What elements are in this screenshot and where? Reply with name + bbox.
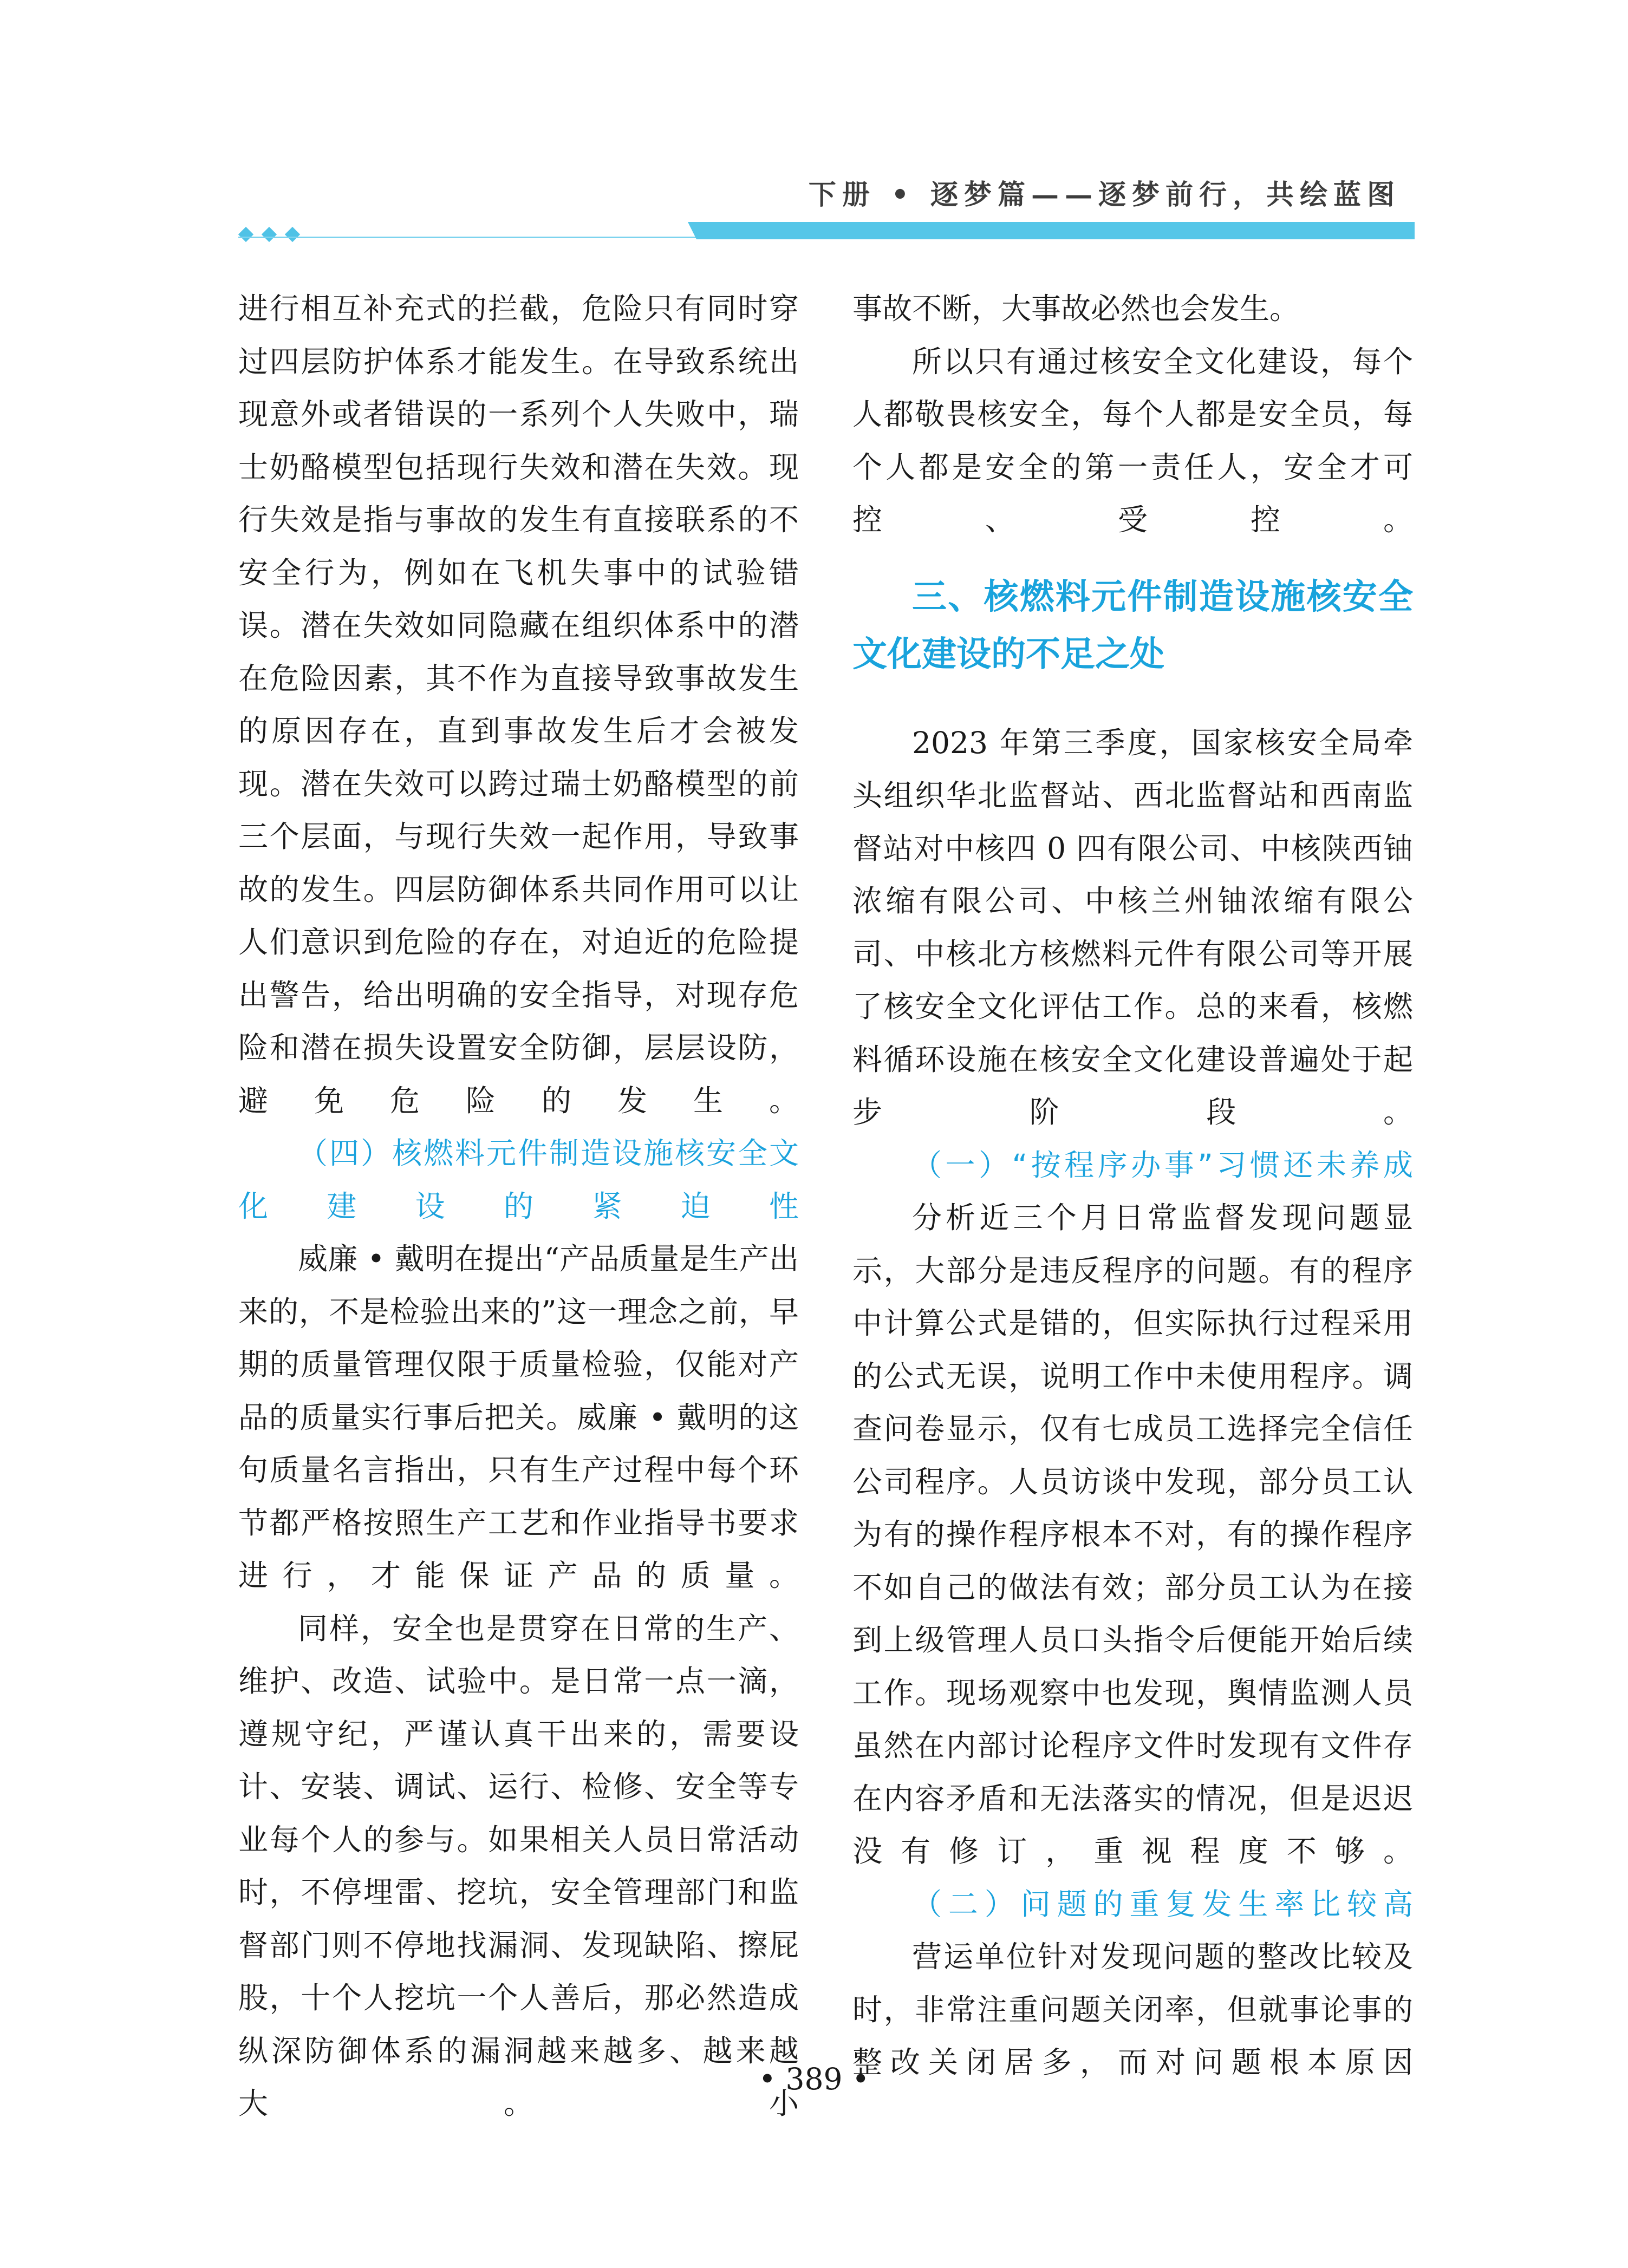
- subsection-heading: （一）“按程序办事”习惯还未养成: [912, 1147, 1413, 1182]
- paragraph: 分析近三个月日常监督发现问题显示，大部分是违反程序的问题。有的程序中计算公式是错的，但实际执行过程采用的公式无误，说明工作中未使用程序。调查问卷显示，仅有七成员工选择完全信任公司程序。人员访谈中发现，部分员工认为有的操作程序根本不对，有的操作程序不如自己的做法有效；部分员工认为在接到上级管理人员口头指令后便能开始后续工作。现场观察中也发现，舆情监测人员虽然在内部讨论程序文件时发现有文件存在内容矛盾和无法落实的情况，但是迟迟没有修订，重视程度不够。: [852, 1200, 1413, 1868]
- paragraph: 所以只有通过核安全文化建设，每个人都敬畏核安全，每个人都是安全员，每个人都是安全的第一责任人，安全才可控、受控。: [852, 344, 1413, 537]
- page-number: • 389 •: [758, 2062, 870, 2096]
- running-header: 下册 • 逐梦篇——逐梦前行，共绘蓝图: [808, 179, 1401, 211]
- paragraph: 进行相互补充式的拦截，危险只有同时穿过四层防护体系才能发生。在导致系统出现意外或者错误的一系列个人失败中，瑞士奶酪模型包括现行失效和潜在失效。现行失效是指与事故的发生有直接联系的不安全行为，例如在飞机失事中的试验错误。潜在失效如同隐藏在组织体系中的潜在危险因素，其不作为直接导致事故发生的原因存在，直到事故发生后才会被发现。潜在失效可以跨过瑞士奶酪模型的前三个层面，与现行失效一起作用，导致事故的发生。四层防御体系共同作用可以让人们意识到危险的存在，对迫近的危险提出警告，给出明确的安全指导，对现存危险和潜在损失设置安全防御，层层设防，避免危险的发生。: [238, 291, 799, 1118]
- paragraph: 2023 年第三季度，国家核安全局牵头组织华北监督站、西北监督站和西南监督站对中核四 0 四有限公司、中核陕西铀浓缩有限公司、中核兰州铀浓缩有限公司、中核北方核燃料元件有限公司等开展了核安全文化评估工作。总的来看，核燃料循环设施在核安全文化建设普遍处于起步阶段。: [852, 725, 1413, 1129]
- left-column: [238, 283, 799, 2130]
- diamond-ornament-icon: [285, 227, 300, 242]
- subsection-heading: （四）核燃料元件制造设施核安全文化建设的紧迫性: [238, 1136, 799, 1224]
- section-title: 三、核燃料元件制造设施核安全文化建设的不足之处: [852, 577, 1413, 675]
- paragraph: 营运单位针对发现问题的整改比较及时，非常注重问题关闭率，但就事论事的整改关闭居多，而对问题根本原因: [852, 1939, 1413, 2080]
- diamond-ornament-icon: [238, 227, 253, 242]
- diamond-ornament-icon: [262, 227, 277, 242]
- right-column: [852, 283, 1413, 2089]
- subsection-heading: （二）问题的重复发生率比较高: [912, 1886, 1413, 1921]
- paragraph: 事故不断，大事故必然也会发生。: [852, 291, 1300, 326]
- header-accent-bar: [688, 222, 1415, 239]
- paragraph: 同样，安全也是贯穿在日常的生产、维护、改造、试验中。是日常一点一滴，遵规守纪，严谨认真干出来的，需要设计、安装、调试、运行、检修、安全等专业每个人的参与。如果相关人员日常活动时，不停埋雷、挖坑，安全管理部门和监督部门则不停地找漏洞、发现缺陷、擦屁股，十个人挖坑一个人善后，那必然造成纵深防御体系的漏洞越来越多、越来越大。小: [238, 1611, 799, 2121]
- paragraph: 威廉 • 戴明在提出“产品质量是生产出来的，不是检验出来的”这一理念之前，早期的质量管理仅限于质量检验，仅能对产品的质量实行事后把关。威廉 • 戴明的这句质量名言指出，只有生产过程中每个环节都严格按照生产工艺和作业指导书要求进行，才能保证产品的质量。: [238, 1241, 799, 1593]
